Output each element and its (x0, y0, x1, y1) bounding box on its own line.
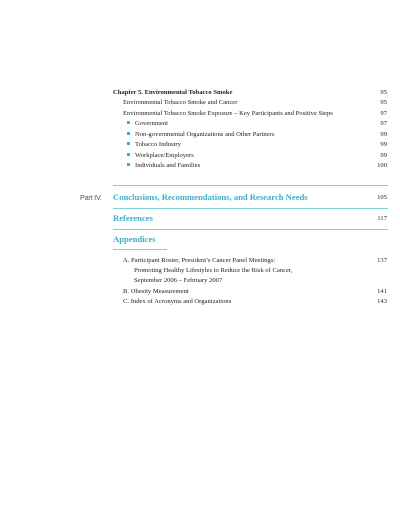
appendix-item-label: C. Index of Acronyms and Organizations (123, 298, 232, 305)
appendix-item-continuation (134, 277, 222, 285)
toc-entry[interactable] (123, 110, 333, 118)
toc-entry-page: 97 (380, 110, 387, 117)
toc-entry-page: 97 (380, 120, 387, 127)
part-4-title[interactable]: Conclusions, Recommendations, and Research Needs (113, 192, 308, 202)
toc-entry-page: 99 (380, 141, 387, 148)
references-title[interactable]: References (113, 213, 153, 223)
part-4-page: 105 (377, 194, 387, 201)
section-divider (113, 208, 388, 209)
toc-entry[interactable] (123, 99, 237, 107)
appendix-item-label: A. Participant Roster, President’s Cancer Panel Meetings: (123, 257, 276, 264)
toc-sub-entry[interactable] (127, 141, 181, 149)
bullet-icon (127, 163, 130, 166)
toc-entry-page: 100 (377, 162, 387, 169)
appendix-item-label: September 2006 – February 2007 (134, 277, 223, 284)
bullet-icon (127, 121, 130, 124)
section-divider (113, 229, 388, 230)
appendix-item-label: Promoting Healthy Lifestyles to Reduce the Risk of Cancer, (134, 267, 293, 274)
toc-entry-label: Workplace/Employers (135, 152, 194, 159)
appendix-item-label: B. Obesity Measurement (123, 288, 189, 295)
appendix-item-page: 141 (377, 288, 387, 295)
toc-entry-page: 99 (380, 131, 387, 138)
section-divider (113, 249, 167, 250)
section-divider (113, 185, 388, 186)
toc-sub-entry[interactable] (127, 131, 274, 139)
chapter-5-page: 95 (380, 89, 387, 96)
toc-entry-label: Individuals and Families (135, 162, 201, 169)
toc-entry-page: 95 (380, 99, 387, 106)
toc-entry-page: 99 (380, 152, 387, 159)
appendices-title[interactable]: Appendices (113, 234, 156, 244)
toc-entry-label: Government (135, 120, 168, 127)
toc-sub-entry[interactable] (127, 162, 200, 170)
toc-sub-entry[interactable] (127, 152, 194, 160)
bullet-icon (127, 142, 130, 145)
appendix-item[interactable] (123, 298, 231, 306)
bullet-icon (127, 132, 130, 135)
appendix-item-page: 143 (377, 298, 387, 305)
bullet-icon (127, 153, 130, 156)
toc-sub-entry[interactable] (127, 120, 168, 128)
appendix-item[interactable] (123, 288, 189, 296)
toc-entry-label: Non-governmental Organizations and Other Partners (135, 131, 275, 138)
appendix-item-page: 137 (377, 257, 387, 264)
toc-entry-label: Environmental Tobacco Smoke and Cancer (123, 99, 238, 106)
chapter-5-title[interactable]: Chapter 5. Environmental Tobacco Smoke (113, 89, 233, 96)
appendix-item[interactable] (123, 257, 275, 265)
toc-entry-label: Environmental Tobacco Smoke Exposure – Key Participants and Positive Steps (123, 110, 333, 117)
part-label: Part IV. (80, 193, 102, 202)
appendix-item-continuation (134, 267, 293, 275)
references-page: 117 (377, 215, 387, 222)
toc-entry-label: Tobacco Industry (135, 141, 181, 148)
